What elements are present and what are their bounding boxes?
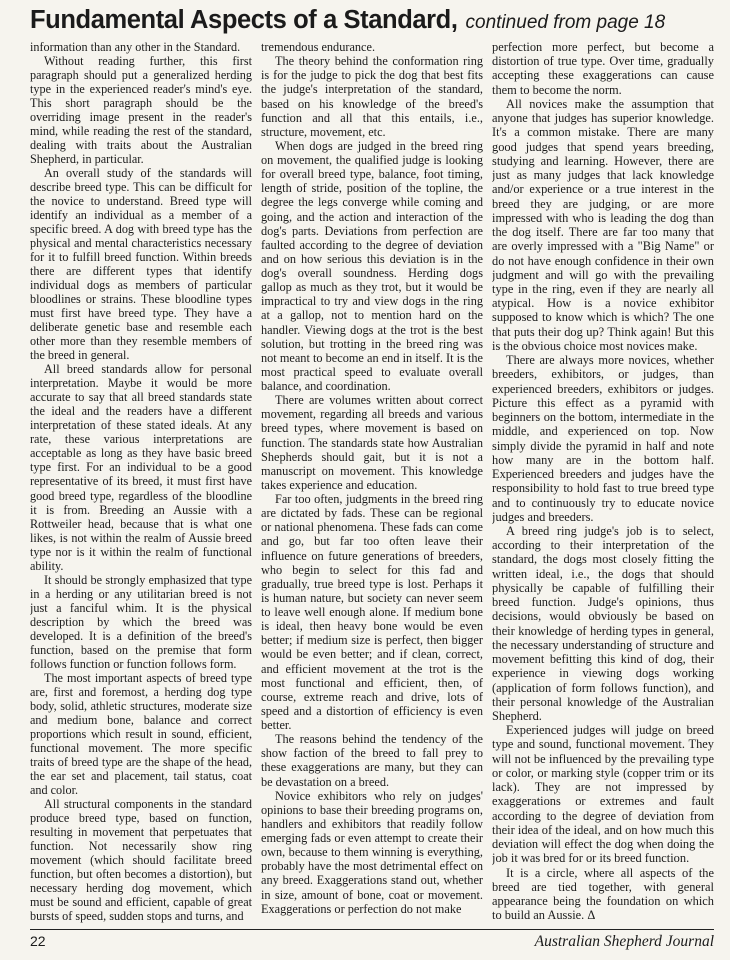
paragraph: All novices make the assumption that anyone that judges has superior knowledge. It's a common mistake. There are many good judges that spend years breeding, studying and learning. However, there are just as many judges that lack knowledge and/or experience or a true interest in the breed they are judging, or are more impressed with who is leading the dog than the dog itself. There are far too many that are overly impressed with a "Big Name" or do not have enough confidence in their own judgment and will go with the prevailing type in the ring, even if they are nearly all atypical. How is a novice exhibitor supposed to know which is which? The one that puts their dog up? Think again! But this is the obvious choice most novices make. bbox=[492, 96, 714, 353]
article-header bbox=[30, 6, 665, 35]
paragraph: The theory behind the conformation ring is for the judge to pick the dog that best fits the judge's interpretation of the standard, based on his knowledge of the breed's function and all that this entails, i.e., structure, movement, etc. bbox=[261, 54, 483, 139]
continued-note: continued from page 18 bbox=[465, 12, 666, 33]
footer-rule bbox=[30, 929, 714, 930]
paragraph: It should be strongly emphasized that type in a herding or any utilitarian breed is not just a fanciful whim. It is the physical description by which the breed was developed. It is a definition of the breed's function, based on the premise that form follows function or function follows form. bbox=[30, 572, 252, 671]
column-1 bbox=[30, 40, 252, 925]
column-2 bbox=[261, 40, 483, 925]
page-number: 22 bbox=[30, 933, 46, 949]
paragraph: When dogs are judged in the breed ring on movement, the qualified judge is looking for overall breed type, balance, foot timing, length of stride, position of the topline, the degree the legs converge while coming and going, and the action and interaction of the dog's parts. Deviations from perfection are faulted according to the degree of deviation and on how serious this deviation is in the dog's overall soundness. Herding dogs gallop as much as they trot, but it would be impractical to try and view dogs in the ring at a gallop, not to mention hard on the handler. Viewing dogs at the trot is the best solution, but trotting in the breed ring was not meant to become an end in itself. It is the most practical speed to evaluate overall balance, and coordination. bbox=[261, 138, 483, 393]
page-footer bbox=[30, 933, 714, 951]
paragraph: Far too often, judgments in the breed ring are dictated by fads. These can be regional or national phenomena. These fads can come and go, but far too often leave their influence on future generations of breeders, who begin to select for this fad and gradually, true breed type is lost. Perhaps it is human nature, but society can never seem to leave well enough alone. If medium bone is ideal, then heavy bone would be even better; if medium size is perfect, then bigger would be even better; and if clean, correct, and efficient movement at the trot is the most functional and efficient, then, of course, extreme reach and drive, lots of speed and a distortion of efficiency is even better. bbox=[261, 492, 483, 732]
column-3 bbox=[492, 40, 714, 925]
paragraph: information than any other in the Standard. bbox=[30, 40, 241, 54]
paragraph: An overall study of the standards will describe breed type. This can be difficult for the novice to understand. Breed type will identify an individual as a member of a specific breed. A dog with breed type has the physical and mental characteristics necessary for it to fulfill breed function. Within breeds there are different types that identify individual dogs as members of particular bloodlines or strains. These bloodline types must first have breed type. They have a deliberate genetic base and resemble each other more than they resemble members of the breed in general. bbox=[30, 166, 252, 363]
paragraph: All breed standards allow for personal interpretation. Maybe it would be more accurate to say that all breed standards state the ideal and the readers have a different interpretation of these stated ideals. At any rate, these various interpretations are acceptable as long as they have basic breed type first. For an individual to be a good representative of its breed, it must first have good breed type, regardless of the bloodline it is from. Breeding an Aussie with a Rottweiler head, because that is what one likes, is not within the realm of Aussie breed type nor is it within the realm of functional ability. bbox=[30, 362, 252, 573]
article-body bbox=[30, 40, 714, 925]
paragraph: Experienced judges will judge on breed type and sound, functional movement. They will not be influenced by the prevailing type or color, or marking style (copper trim or its lack). They are not impressed by exaggerations or extremes and fault according to the degree of deviation from their idea of the ideal, and on how much this deviation will effect the dog when doing the job it was bred for or its breed function. bbox=[492, 723, 714, 866]
paragraph: perfection more perfect, but become a distortion of true type. Over time, gradually accepting these exaggerations can cause them to become the norm. bbox=[492, 40, 714, 97]
article-title: Fundamental Aspects of a Standard, bbox=[30, 6, 458, 34]
paragraph: The most important aspects of breed type are, first and foremost, a herding dog type body, solid, athletic structures, moderate size and medium bone, balance and correct proportions which result in sound, efficient, functional movement. The more specific traits of breed type are the shape of the head, the ear set and placement, tail status, coat and color. bbox=[30, 670, 252, 797]
paragraph: There are always more novices, whether breeders, exhibitors, or judges, than experienced breeders, exhibitors or judges. Picture this effect as a pyramid with beginners on the bottom, intermediate in the middle, and experienced on top. Now simply divide the pyramid in half and note how many are in the bottom half. Experienced breeders and judges have the responsibility to hold fast to true breed type and to continuously try to educate novice judges and breeders. bbox=[492, 353, 714, 524]
paragraph: There are volumes written about correct movement, regarding all breeds and various breed types, where movement is based on function. The standards state how Australian Shepherds should gait, but it is not a manuscript on movement. This knowledge takes experience and education. bbox=[261, 393, 483, 492]
journal-name: Australian Shepherd Journal bbox=[534, 933, 714, 950]
paragraph: Novice exhibitors who rely on judges' opinions to base their breeding programs on, handlers and exhibitors that readily follow emerging fads or even attempt to create their own, because to them winning is everything, probably have the most detrimental effect on any breed. Exaggerations stand out, whether in size, amount of bone, coat or movement. Exaggerations or perfection do not make bbox=[261, 788, 483, 916]
paragraph: It is a circle, where all aspects of the breed are tied together, with general appearance being the foundation on which to build an Aussie. Δ bbox=[492, 865, 714, 923]
paragraph: The reasons behind the tendency of the show faction of the breed to fall prey to these exaggerations are many, but they can be devastation on a breed. bbox=[261, 732, 483, 789]
paragraph: Without reading further, this first paragraph should put a generalized herding type in the experienced reader's mind's eye. This short paragraph should be the overriding image present in the reader's mind, while reading the rest of the standard, dealing with traits about the Australian Shepherd, in particular. bbox=[30, 54, 252, 167]
paragraph: tremendous endurance. bbox=[261, 40, 376, 54]
paragraph: A breed ring judge's job is to select, according to their interpretation of the standard, the dogs most closely fitting the written ideal, i.e., the dogs that should physically be capable of fulfilling their breed function. Judge's opinions, thus decisions, would obviously be based on their knowledge of herding types in general, the necessary understanding of structure and movement befitting this kind of dog, their experience in viewing dogs working (application of form follows function), and their personal knowledge of the Australian Shepherd. bbox=[492, 523, 714, 724]
paragraph: All structural components in the standard produce breed type, based on function, resulting in movement that perpetuates that function. Not necessarily show ring movement (which should facilitate breed function, but often becomes a distortion), but necessary herding dog movement, which must be sound and efficient, capable of great bursts of speed, sudden stops and turns, and bbox=[30, 796, 252, 923]
